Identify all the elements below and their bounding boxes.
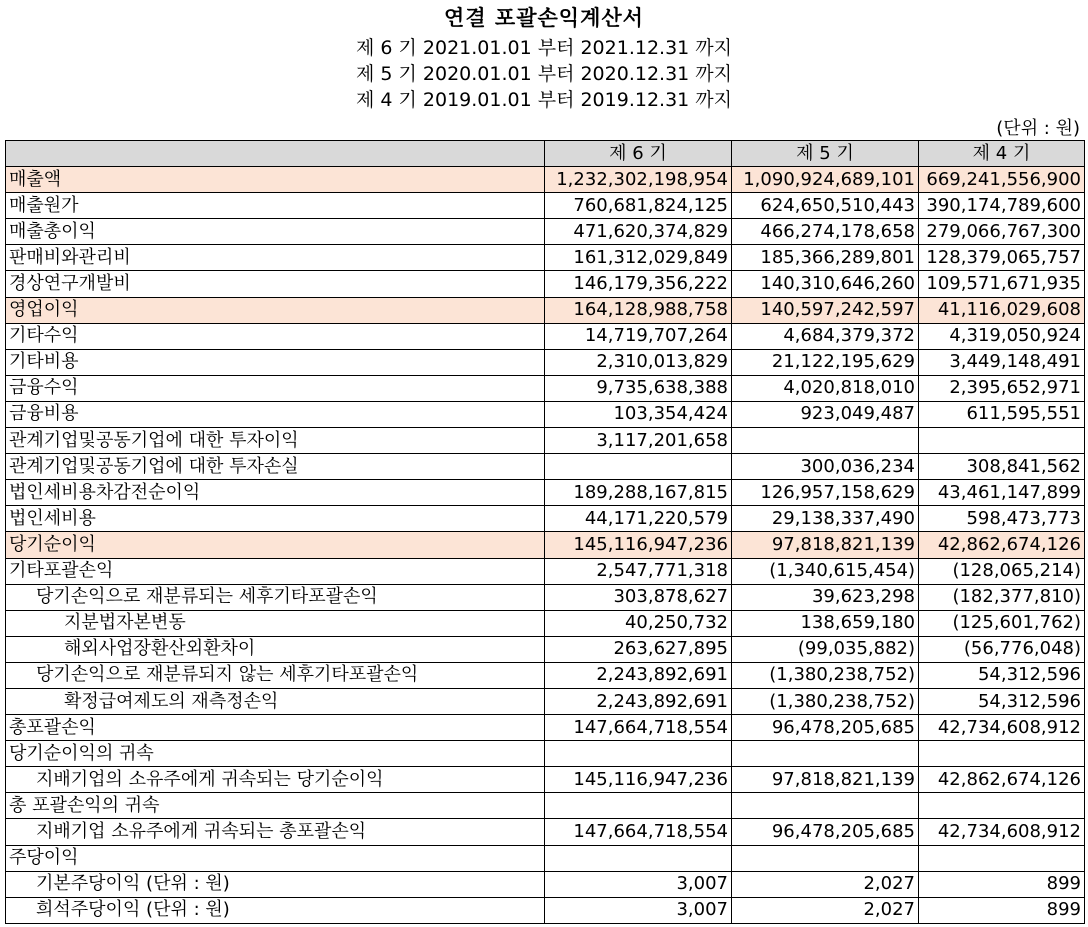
value-period-6: 263,627,895	[545, 636, 732, 662]
value-period-5: 97,818,821,139	[732, 767, 919, 793]
table-row	[6, 897, 1085, 923]
value-period-4: 3,449,148,491	[919, 349, 1085, 375]
value-period-5: 96,478,205,685	[732, 715, 919, 741]
value-period-4: 390,174,789,600	[919, 193, 1085, 219]
row-label: 매출원가	[6, 193, 545, 219]
unit-label: (단위 : 원)	[996, 118, 1080, 139]
value-period-6: 2,310,013,829	[545, 349, 732, 375]
value-period-5: 466,274,178,658	[732, 219, 919, 245]
table-row	[6, 741, 1085, 767]
value-period-6: 9,735,638,388	[545, 375, 732, 401]
value-period-4: 54,312,596	[919, 662, 1085, 688]
table-row	[6, 688, 1085, 714]
table-row	[6, 610, 1085, 636]
value-period-6: 3,007	[545, 871, 732, 897]
income-statement-table	[5, 140, 1085, 924]
table-row	[6, 636, 1085, 662]
table-row	[6, 819, 1085, 845]
value-period-5: 2,027	[732, 871, 919, 897]
header-period-6: 제 6 기	[545, 141, 732, 167]
value-period-6: 147,664,718,554	[545, 819, 732, 845]
row-label: 법인세비용	[6, 506, 545, 532]
value-period-5: (1,340,615,454)	[732, 558, 919, 584]
row-label: 관계기업및공동기업에 대한 투자손실	[6, 454, 545, 480]
table-row	[6, 584, 1085, 610]
table-body	[6, 167, 1085, 924]
value-period-5: 300,036,234	[732, 454, 919, 480]
row-label: 매출총이익	[6, 219, 545, 245]
period-line-5: 제 5 기 2020.01.01 부터 2020.12.31 까지	[355, 63, 733, 85]
value-period-4	[919, 741, 1085, 767]
value-period-6: 103,354,424	[545, 401, 732, 427]
row-label: 지배기업의 소유주에게 귀속되는 당기순이익	[6, 767, 545, 793]
table-row	[6, 480, 1085, 506]
row-label: 기타비용	[6, 349, 545, 375]
row-label: 금융비용	[6, 401, 545, 427]
header-label-col	[6, 141, 545, 167]
value-period-6: 2,243,892,691	[545, 688, 732, 714]
table-row	[6, 349, 1085, 375]
row-label: 법인세비용차감전순이익	[6, 480, 545, 506]
value-period-5: 4,684,379,372	[732, 323, 919, 349]
table-row	[6, 193, 1085, 219]
value-period-4	[919, 793, 1085, 819]
value-period-5	[732, 741, 919, 767]
value-period-6: 303,878,627	[545, 584, 732, 610]
value-period-6: 164,128,988,758	[545, 297, 732, 323]
value-period-4: 669,241,556,900	[919, 167, 1085, 193]
value-period-6	[545, 454, 732, 480]
value-period-6: 471,620,374,829	[545, 219, 732, 245]
row-label: 기본주당이익 (단위 : 원)	[6, 871, 545, 897]
value-period-5: 138,659,180	[732, 610, 919, 636]
value-period-6: 189,288,167,815	[545, 480, 732, 506]
row-label: 주당이익	[6, 845, 545, 871]
table-row	[6, 297, 1085, 323]
value-period-5: 97,818,821,139	[732, 532, 919, 558]
value-period-5: (1,380,238,752)	[732, 688, 919, 714]
value-period-6	[545, 793, 732, 819]
value-period-4: 308,841,562	[919, 454, 1085, 480]
table-row	[6, 871, 1085, 897]
value-period-5: 2,027	[732, 897, 919, 923]
row-label: 총포괄손익	[6, 715, 545, 741]
table-row	[6, 401, 1085, 427]
value-period-4: (128,065,214)	[919, 558, 1085, 584]
value-period-5: 923,049,487	[732, 401, 919, 427]
value-period-6: 145,116,947,236	[545, 532, 732, 558]
value-period-6: 44,171,220,579	[545, 506, 732, 532]
row-label: 매출액	[6, 167, 545, 193]
row-label: 관계기업및공동기업에 대한 투자이익	[6, 428, 545, 454]
value-period-4: 42,862,674,126	[919, 767, 1085, 793]
header-period-5: 제 5 기	[732, 141, 919, 167]
value-period-5	[732, 428, 919, 454]
value-period-4: 598,473,773	[919, 506, 1085, 532]
row-label: 기타포괄손익	[6, 558, 545, 584]
value-period-4: 279,066,767,300	[919, 219, 1085, 245]
value-period-6	[545, 845, 732, 871]
value-period-6: 3,007	[545, 897, 732, 923]
value-period-4: 4,319,050,924	[919, 323, 1085, 349]
table-row	[6, 793, 1085, 819]
value-period-4: 54,312,596	[919, 688, 1085, 714]
value-period-5: 29,138,337,490	[732, 506, 919, 532]
value-period-6: 147,664,718,554	[545, 715, 732, 741]
value-period-5: 126,957,158,629	[732, 480, 919, 506]
value-period-6: 3,117,201,658	[545, 428, 732, 454]
value-period-5: 39,623,298	[732, 584, 919, 610]
value-period-4: 2,395,652,971	[919, 375, 1085, 401]
row-label: 당기순이익	[6, 532, 545, 558]
value-period-4: 42,862,674,126	[919, 532, 1085, 558]
table-row	[6, 532, 1085, 558]
value-period-4: (56,776,048)	[919, 636, 1085, 662]
table-header-row	[6, 141, 1085, 167]
value-period-6: 2,547,771,318	[545, 558, 732, 584]
row-label: 당기손익으로 재분류되는 세후기타포괄손익	[6, 584, 545, 610]
value-period-4	[919, 428, 1085, 454]
value-period-6: 2,243,892,691	[545, 662, 732, 688]
value-period-6: 760,681,824,125	[545, 193, 732, 219]
value-period-4: 899	[919, 897, 1085, 923]
row-label: 해외사업장환산외환차이	[6, 636, 545, 662]
value-period-4: 41,116,029,608	[919, 297, 1085, 323]
row-label: 지배기업 소유주에게 귀속되는 총포괄손익	[6, 819, 545, 845]
table-row	[6, 271, 1085, 297]
value-period-5: 140,310,646,260	[732, 271, 919, 297]
row-label: 경상연구개발비	[6, 271, 545, 297]
table-row	[6, 845, 1085, 871]
table-row	[6, 506, 1085, 532]
table-row	[6, 375, 1085, 401]
value-period-5: 1,090,924,689,101	[732, 167, 919, 193]
row-label: 희석주당이익 (단위 : 원)	[6, 897, 545, 923]
row-label: 금융수익	[6, 375, 545, 401]
value-period-6: 161,312,029,849	[545, 245, 732, 271]
period-line-6: 제 6 기 2021.01.01 부터 2021.12.31 까지	[355, 37, 733, 59]
value-period-5: (1,380,238,752)	[732, 662, 919, 688]
value-period-5	[732, 845, 919, 871]
table-row	[6, 454, 1085, 480]
table-row	[6, 167, 1085, 193]
value-period-4: 611,595,551	[919, 401, 1085, 427]
value-period-5: 140,597,242,597	[732, 297, 919, 323]
row-label: 총 포괄손익의 귀속	[6, 793, 545, 819]
value-period-4: (125,601,762)	[919, 610, 1085, 636]
value-period-6: 40,250,732	[545, 610, 732, 636]
value-period-5: 4,020,818,010	[732, 375, 919, 401]
value-period-5: 96,478,205,685	[732, 819, 919, 845]
table-row	[6, 767, 1085, 793]
value-period-6: 146,179,356,222	[545, 271, 732, 297]
value-period-4: 109,571,671,935	[919, 271, 1085, 297]
value-period-6: 145,116,947,236	[545, 767, 732, 793]
value-period-4	[919, 845, 1085, 871]
table-row	[6, 245, 1085, 271]
row-label: 판매비와관리비	[6, 245, 545, 271]
value-period-6: 14,719,707,264	[545, 323, 732, 349]
table-row	[6, 662, 1085, 688]
value-period-5	[732, 793, 919, 819]
value-period-4: (182,377,810)	[919, 584, 1085, 610]
row-label: 기타수익	[6, 323, 545, 349]
row-label: 지분법자본변동	[6, 610, 545, 636]
value-period-6: 1,232,302,198,954	[545, 167, 732, 193]
table-row	[6, 715, 1085, 741]
table-row	[6, 428, 1085, 454]
period-line-4: 제 4 기 2019.01.01 부터 2019.12.31 까지	[355, 89, 733, 111]
row-label: 영업이익	[6, 297, 545, 323]
table-row	[6, 323, 1085, 349]
value-period-5: 185,366,289,801	[732, 245, 919, 271]
value-period-5: (99,035,882)	[732, 636, 919, 662]
row-label: 확정급여제도의 재측정손익	[6, 688, 545, 714]
row-label: 당기손익으로 재분류되지 않는 세후기타포괄손익	[6, 662, 545, 688]
statement-title: 연결 포괄손익계산서	[444, 6, 644, 30]
value-period-4: 43,461,147,899	[919, 480, 1085, 506]
value-period-4: 128,379,065,757	[919, 245, 1085, 271]
value-period-4: 42,734,608,912	[919, 715, 1085, 741]
value-period-6	[545, 741, 732, 767]
value-period-5: 21,122,195,629	[732, 349, 919, 375]
row-label: 당기순이익의 귀속	[6, 741, 545, 767]
header-period-4: 제 4 기	[919, 141, 1085, 167]
table-row	[6, 219, 1085, 245]
value-period-5: 624,650,510,443	[732, 193, 919, 219]
table-row	[6, 558, 1085, 584]
value-period-4: 42,734,608,912	[919, 819, 1085, 845]
value-period-4: 899	[919, 871, 1085, 897]
